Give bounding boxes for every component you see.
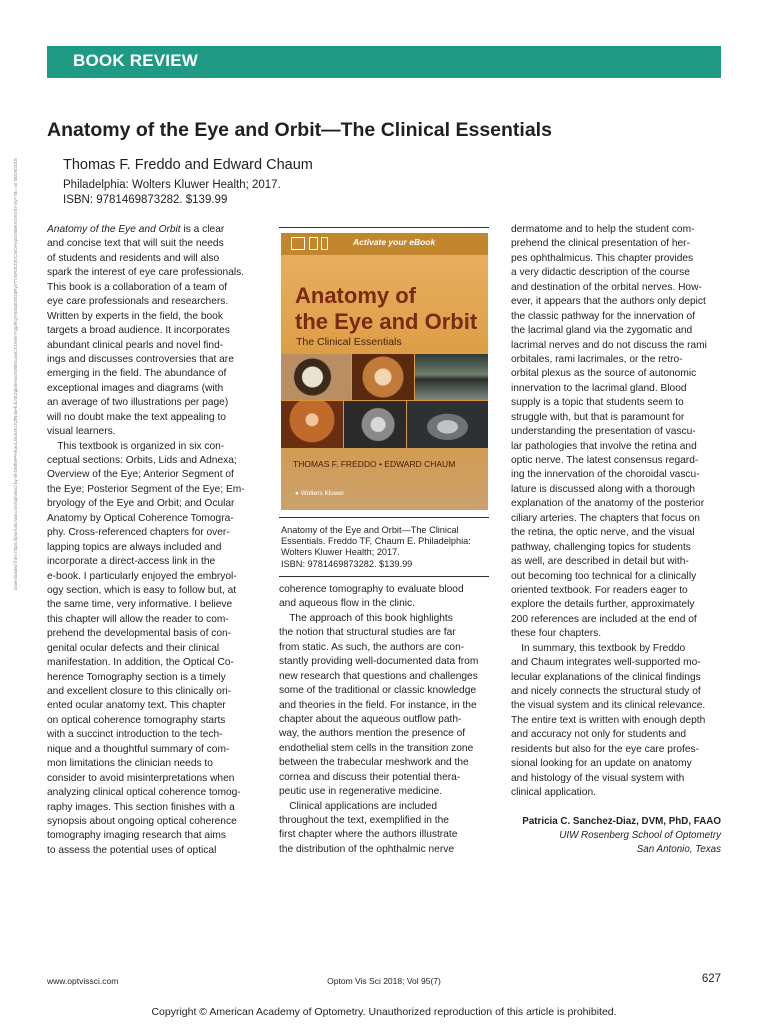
copyright-notice: Copyright © American Academy of Optometry. Unauthorized reproduction of this article is prohibited.	[151, 1006, 617, 1018]
body-text-line: emerging in the field. The abundance of	[47, 368, 227, 380]
cover-authors: THOMAS F. FREDDO • EDWARD CHAUM	[293, 459, 456, 469]
body-text-line: to assess the potential uses of optical	[47, 844, 217, 856]
body-text-line: ogy section, which is easy to follow but, at	[47, 584, 237, 596]
body-text-line: manifestation. In addition, the Optical Co-	[47, 657, 234, 669]
body-text-line: ing the innervation of the choroidal vascu-	[511, 469, 700, 481]
body-text-line: dermatome and to help the student com-	[511, 224, 695, 235]
body-text-line: first chapter where the authors illustrate	[279, 829, 458, 841]
body-column-1	[47, 223, 245, 858]
body-text-line: orbitales, rami lacrimales, or the retro-	[511, 353, 683, 365]
eye-photo	[281, 354, 351, 400]
body-text-line: and histology of the visual system with	[511, 772, 685, 784]
caption-line: Essentials. Freddo TF, Chaum E. Philadelphia:	[281, 536, 471, 547]
body-text-line: Anatomy by Optical Coherence Tomogra-	[47, 512, 234, 524]
cover-photo-collage	[281, 354, 488, 448]
body-text-line: mon limitations the clinician needs to	[47, 758, 213, 770]
body-text-line: peutic use in regenerative medicine.	[279, 786, 443, 798]
body-text-line: chapter about the aqueous outflow path-	[279, 713, 462, 725]
book-authors: Thomas F. Freddo and Edward Chaum	[63, 157, 313, 173]
article-title: Anatomy of the Eye and Orbit—The Clinical Essentials	[47, 119, 552, 141]
reviewer-location: San Antonio, Texas	[636, 844, 721, 855]
body-text-line: as well, are described in detail but with-	[511, 556, 689, 568]
retina-photo	[352, 354, 414, 400]
figure-caption	[281, 525, 471, 570]
body-text-line: the notion that structural studies are far	[279, 627, 456, 639]
body-text-line: the Eye; Posterior Segment of the Eye; Em-	[47, 483, 245, 495]
body-text-line: visual learners.	[47, 426, 116, 438]
body-text-line: new research that questions and challenges	[279, 670, 478, 682]
body-text-line: exceptional images and diagrams (with	[47, 382, 224, 394]
body-text-line: The approach of this book highlights	[279, 612, 453, 624]
body-text-line: way, the authors mention the presence of	[279, 728, 466, 740]
body-text-line: lecular explanations of the clinical findings	[511, 671, 701, 683]
body-text-line: synopsis about ongoing optical coherence	[47, 815, 237, 827]
body-text-line: from static. As such, the authors are con-	[279, 641, 465, 653]
section-banner	[47, 46, 721, 78]
publisher-line: Philadelphia: Wolters Kluwer Health; 2017.	[63, 179, 281, 191]
body-text-line: sional looking for an update on anatomy	[511, 758, 692, 770]
caption-line: Anatomy of the Eye and Orbit—The Clinical	[281, 525, 459, 535]
body-text-line: phy. Cross-referenced chapters for over-	[47, 527, 230, 539]
body-text-line: eye care professionals and researchers.	[47, 296, 229, 308]
figure-top-rule	[279, 227, 489, 228]
body-text-line: tomography imaging research that aims	[47, 830, 226, 842]
section-label: BOOK REVIEW	[73, 51, 198, 70]
body-text-line: and Chaum integrates well-supported mo-	[511, 657, 701, 669]
body-text-line: lapping topics are always included and	[47, 541, 222, 553]
body-text-line: and theories in the field. For instance, in the	[279, 699, 477, 711]
cover-publisher: Wolters Kluwer	[300, 490, 345, 497]
ebook-banner	[281, 233, 488, 255]
body-text-line: and nicely connects the structural study of	[511, 686, 701, 697]
body-text-line: an average of two illustrations per page)	[47, 397, 229, 409]
book-cover-image	[281, 233, 488, 510]
body-text-line: Clinical applications are included	[279, 800, 437, 812]
body-text-line: oriented textbook. For readers eager to	[511, 584, 688, 596]
reviewer-affiliation: UIW Rosenberg School of Optometry	[559, 830, 721, 841]
body-text-line: 200 references are included at the end of	[511, 613, 697, 625]
body-text-line: throughout the text, exemplified in the	[279, 815, 449, 826]
body-text-line: Overview of the Eye; Anterior Segment of	[47, 469, 234, 481]
body-text-line: lar pathologies that involve the retina and	[511, 440, 697, 452]
body-text-line: struggle with, but that is paramount for	[511, 411, 685, 423]
body-text-line: innervation to the lacrimal gland. Blood	[511, 382, 687, 394]
isbn-line: ISBN: 9781469873282. $139.99	[63, 194, 228, 206]
body-text-line: some of the traditional or classic knowledge	[279, 685, 477, 697]
reviewer-name: Patricia C. Sanchez-Diaz, DVM, PhD, FAAO	[522, 816, 721, 827]
caption-rule	[279, 576, 489, 577]
body-text-line: bryology of the Eye and Orbit; and Ocular	[47, 498, 235, 510]
body-text-line: targets a broad audience. It incorporates	[47, 325, 230, 337]
body-text-line: This book is a collaboration of a team of	[47, 281, 228, 293]
body-text-line: coherence tomography to evaluate blood	[279, 584, 464, 595]
body-text-line: stantly providing well-documented data from	[279, 656, 479, 668]
body-text-line: incorporate a direct-access link in the	[47, 556, 216, 568]
histology-image	[344, 401, 406, 448]
body-text-line: and concise text that will suit the needs	[47, 238, 224, 250]
body-text-line: ceptual sections: Orbits, Lids and Adnexa;	[47, 455, 237, 466]
body-text-line: ented ocular anatomy text. This chapter	[47, 700, 226, 712]
body-text-line: a very didactic description of the course	[511, 267, 690, 279]
body-text-line: prehend the clinical presentation of her-	[511, 238, 690, 250]
body-text-line: The entire text is written with enough depth	[511, 714, 706, 726]
body-text-line: the retina, the optic nerve, and the visual	[511, 527, 695, 539]
phone-icon	[321, 237, 328, 250]
body-text-line: residents but also for the eye care profes-	[511, 743, 700, 755]
body-text-line: Written by experts in the field, the book	[47, 310, 223, 322]
body-text-line: spark the interest of eye care professionals.	[47, 267, 245, 279]
text-span: is a clear	[180, 224, 225, 235]
body-column-3	[511, 223, 707, 801]
download-sidebar-text: Downloaded from https://journals.lww.com/optvissci by BhDMf5ePHKav1zEoum1tQfN4a+kJLhEZgbsIHo4XMi0hCywCX1AWnYQp/IlQrHD3i3D0OdRyi7TvSFl4Cf3VC4/OAVpDDa8KKGKV0Ymy+78= on 08/26/2018	[13, 158, 18, 590]
body-text-line: explanation of the anatomy of the posterior	[511, 498, 705, 510]
body-text-line: and accuracy not only for students and	[511, 729, 686, 741]
body-text-line: the same time, very informative. I believe	[47, 599, 233, 611]
body-text-line: supply is a topic that students seem to	[511, 397, 684, 409]
body-text-line	[47, 223, 245, 237]
orbit-diagram	[407, 401, 488, 448]
body-text-line: understanding the presentation of vascu-	[511, 426, 696, 438]
body-text-line: these four chapters.	[511, 628, 602, 640]
body-text-line: ings and discusses controversies that are	[47, 353, 234, 365]
body-text-line: the classic pathway for the innervation of	[511, 310, 696, 322]
book-title-italic: Anatomy of the Eye and Orbit	[47, 224, 181, 235]
cover-title-line-1: Anatomy of	[295, 283, 416, 308]
body-text-line: abundant clinical pearls and novel find-	[47, 339, 224, 351]
body-text-line: prehend the developmental basis of con-	[47, 628, 232, 640]
body-text-line: and aqueous flow in the clinic.	[279, 598, 415, 610]
body-text-line: out becoming too technical for a clinically	[511, 570, 697, 582]
body-text-line: on optical coherence tomography starts	[47, 714, 226, 726]
body-text-line: e-book. I particularly enjoyed the embryol-	[47, 570, 237, 582]
oct-scan-image	[415, 354, 488, 400]
cover-title-line-2: the Eye and Orbit	[295, 309, 478, 334]
body-text-line: cornea and discuss their potential thera-	[279, 771, 461, 783]
body-text-line: lacrimal nerves and do not discuss the rami	[511, 339, 707, 351]
body-text-line: pes ophthalmicus. This chapter provides	[511, 252, 694, 264]
journal-website: www.optvissci.com	[47, 976, 119, 986]
activate-ebook-text: Activate your eBook	[353, 237, 436, 247]
body-text-line: raphy images. This section finishes with a	[47, 801, 235, 813]
body-text-line: herence Tomography section is a timely	[47, 671, 226, 683]
body-text-line: the visual system and its clinical relevance.	[511, 700, 706, 712]
body-column-2	[279, 583, 478, 857]
body-text-line: genital ocular defects and their clinical	[47, 642, 220, 654]
body-text-line: In summary, this textbook by Freddo	[511, 642, 686, 654]
body-text-line: endothelial stem cells in the transition zone	[279, 742, 474, 754]
body-text-line: analyzing clinical optical coherence tomog-	[47, 787, 241, 799]
body-text-line: the distribution of the ophthalmic nerve	[279, 843, 454, 855]
page-number: 627	[701, 973, 721, 985]
caption-line: ISBN: 9781469873282. $139.99	[281, 558, 413, 569]
cover-publisher-logo: ● Wolters Kluwer	[295, 490, 345, 497]
body-text-line: clinical application.	[511, 787, 596, 799]
body-text-line: and excellent closure to this clinically ori-	[47, 686, 232, 697]
body-text-line: pathway, challenging topics for students	[511, 541, 691, 553]
laptop-icon	[291, 237, 305, 250]
body-text-line: nique and a thoughtful summary of com-	[47, 743, 230, 755]
body-text-line: of students and residents and will also	[47, 252, 220, 264]
body-text-line: lature is discussed along with a thorough	[511, 483, 696, 495]
body-text-line: will no doubt make the text appealing to	[47, 411, 226, 423]
caption-line: Wolters Kluwer Health; 2017.	[281, 547, 400, 558]
body-text-line: This textbook is organized in six con-	[47, 440, 225, 452]
fundus-photo	[281, 401, 343, 448]
body-text-line: optic nerve. The latest consensus regard-	[511, 455, 699, 466]
body-text-line: ciliary arteries. The chapters that focus on	[511, 512, 700, 524]
body-text-line: between the trabecular meshwork and the	[279, 757, 469, 769]
reviewer-signature	[522, 815, 721, 857]
figure-bottom-rule	[279, 517, 489, 518]
body-text-line: this chapter will allow the reader to com-	[47, 613, 229, 625]
body-text-line: the lacrimal gland via the zygomatic and	[511, 325, 693, 337]
body-text-line: and destination of the orbital nerves. How-	[511, 281, 702, 293]
body-text-line: orbital plexus as the source of autonomic	[511, 368, 697, 380]
tablet-icon	[309, 237, 318, 250]
cover-subtitle: The Clinical Essentials	[296, 336, 402, 348]
body-text-line: consider to avoid misinterpretations when	[47, 772, 235, 784]
journal-citation: Optom Vis Sci 2018; Vol 95(7)	[327, 976, 441, 986]
publication-info	[63, 178, 281, 208]
body-text-line: explore the details further, approximately	[511, 599, 695, 611]
body-text-line: with a succinct introduction to the tech-	[47, 729, 223, 741]
body-text-line: ever, it appears that the authors only depict	[511, 296, 706, 308]
